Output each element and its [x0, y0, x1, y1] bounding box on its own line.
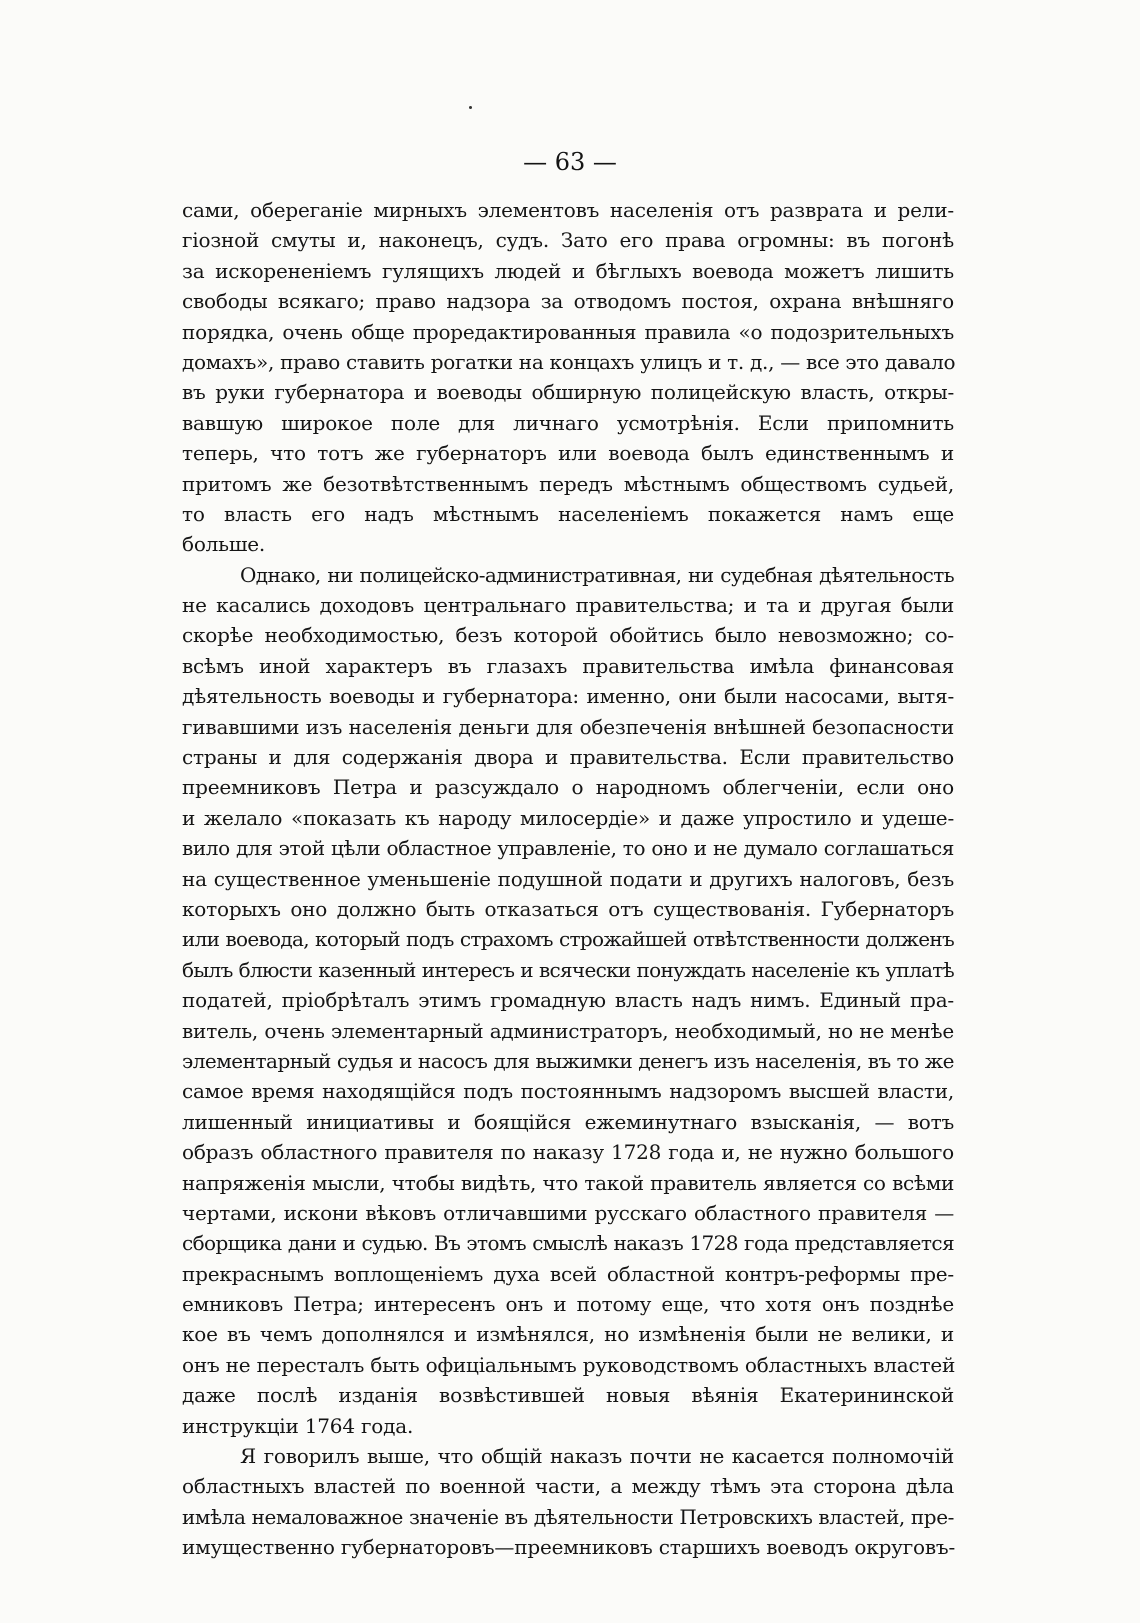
text-line: имѣла немаловажное значеніе въ дѣятельности Петровскихъ властей, пре- — [182, 1504, 954, 1529]
text-line: или воевода, который подъ страхомъ строжайшей отвѣтственности долженъ — [182, 927, 954, 952]
page-number: — 63 — — [523, 148, 617, 176]
text-line: не касались доходовъ центральнаго правительства; и та и другая были — [182, 593, 954, 618]
text-line: свободы всякаго; право надзора за отводомъ постоя, охрана внѣшняго — [182, 289, 954, 314]
text-line: областныхъ властей по военной части, а между тѣмъ эта сторона дѣла — [182, 1474, 954, 1499]
text-line: былъ блюсти казенный интересъ и всячески понуждать населеніе къ уплатѣ — [182, 957, 954, 982]
text-line: домахъ», право ставить рогатки на концахъ улицъ и т. д., — все это давало — [182, 349, 956, 374]
text-line: въ руки губернатора и воеводы обширную полицейскую власть, откры- — [182, 380, 954, 405]
text-line: кое въ чемъ дополнялся и измѣнялся, но измѣненія были не велики, и — [182, 1322, 954, 1347]
text-line: образъ областного правителя по наказу 1728 года и, не нужно большого — [182, 1140, 954, 1165]
text-line: напряженія мысли, чтобы видѣть, что такой правитель является со всѣми — [182, 1170, 954, 1195]
text-line: самое время находящійся подъ постояннымъ надзоромъ высшей власти, — [182, 1079, 954, 1104]
text-line: порядка, очень обще проредактированныя правила «о подозрительныхъ — [182, 319, 954, 344]
text-line: сборщика дани и судью. Въ этомъ смыслѣ наказъ 1728 года представляется — [182, 1231, 954, 1256]
text-line: онъ не пересталъ быть офиціальнымъ руководствомъ областныхъ властей — [182, 1352, 956, 1377]
body-text — [182, 195, 954, 1563]
text-line: всѣмъ иной характеръ въ глазахъ правительства имѣла финансовая — [182, 653, 954, 678]
text-line: вило для этой цѣли областное управленіе, то оно и не думало соглашаться — [182, 836, 954, 861]
text-line: витель, очень элементарный администраторъ, необходимый, но не менѣе — [182, 1018, 954, 1043]
text-line: элементарный судья и насосъ для выжимки денегъ изъ населенія, въ то же — [182, 1048, 954, 1073]
text-line: емниковъ Петра; интересенъ онъ и потому еще, что хотя онъ позднѣе — [182, 1292, 954, 1317]
text-line: гіозной смуты и, наконецъ, судъ. Зато его права огромны: въ погонѣ — [182, 228, 954, 253]
text-line: страны и для содержанія двора и правительства. Если правительство — [182, 745, 954, 770]
text-line: притомъ же безотвѣтственнымъ передъ мѣстнымъ обществомъ судьей, — [182, 471, 954, 496]
text-line: которыхъ оно должно быть отказаться отъ существованія. Губернаторъ — [182, 896, 954, 921]
text-line: прекраснымъ воплощеніемъ духа всей областной контръ-реформы пре- — [182, 1261, 954, 1286]
text-line: и желало «показать къ народу милосердіе» и даже упростило и удеше- — [182, 805, 954, 830]
paragraph — [182, 560, 954, 1441]
text-line: дѣятельность воеводы и губернатора: именно, они были насосами, вытя- — [182, 684, 954, 709]
text-line: скорѣе необходимостью, безъ которой обойтись было невозможно; со- — [182, 623, 954, 648]
text-line: теперь, что тотъ же губернаторъ или воевода былъ единственнымъ и — [182, 441, 954, 466]
text-line: на существенное уменьшеніе подушной подати и другихъ налоговъ, безъ — [182, 866, 954, 891]
text-line: чертами, искони вѣковъ отличавшими русскаго областного правителя — — [182, 1200, 954, 1225]
text-line: даже послѣ изданія возвѣстившей новыя вѣянія Екатерининской — [182, 1383, 954, 1408]
text-line: гивавшими изъ населенія деньги для обезпеченія внѣшней безопасности — [182, 714, 954, 739]
text-line: сами, обереганіе мирныхъ элементовъ населенія отъ разврата и рели- — [182, 198, 954, 222]
paragraph — [182, 1441, 954, 1563]
text-line: Однако, ни полицейско-административная, ни судебная дѣятельность — [240, 562, 954, 587]
text-line: преемниковъ Петра и разсуждало о народномъ облегченіи, если оно — [182, 775, 954, 800]
text-line: Я говорилъ выше, что общій наказъ почти не касается полномочій — [240, 1444, 954, 1469]
paragraph — [182, 195, 954, 560]
text-line: то власть его надъ мѣстнымъ населеніемъ покажется намъ еще — [182, 501, 954, 526]
text-line: инструкціи 1764 года. — [182, 1413, 414, 1438]
text-line: податей, пріобрѣталъ этимъ громадную власть надъ нимъ. Единый пра- — [182, 988, 954, 1013]
text-line: больше. — [182, 532, 266, 557]
text-line: лишенный инициативы и боящійся ежеминутнаго взысканія, — вотъ — [182, 1109, 954, 1134]
scan-speck — [469, 106, 472, 109]
text-line: имущественно губернаторовъ—преемниковъ старшихъ воеводъ округовъ- — [182, 1535, 956, 1560]
text-line: за искорененіемъ гулящихъ людей и бѣглыхъ воевода можетъ лишить — [182, 258, 954, 283]
text-line: вавшую широкое поле для личнаго усмотрѣнія. Если припомнить — [182, 410, 954, 435]
